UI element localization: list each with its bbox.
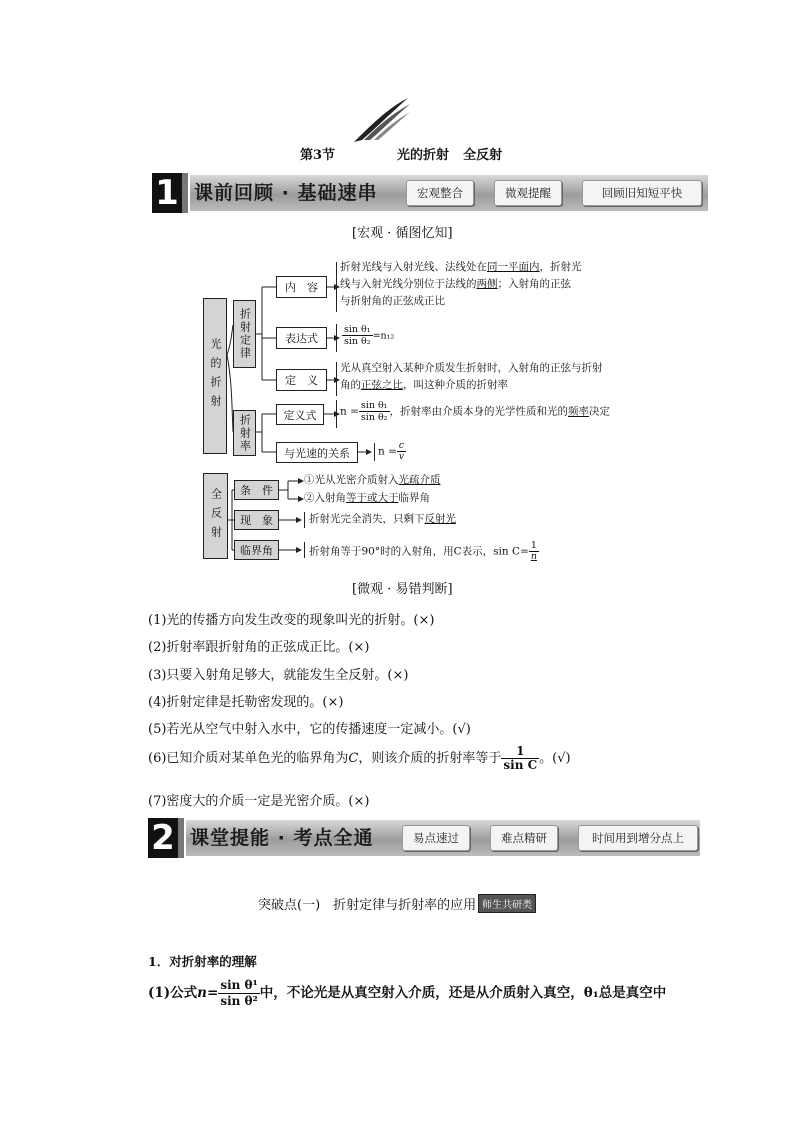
section2-heading: 课堂提能 · 考点全通 [190,827,374,849]
condition2-tail: 临界角 [398,492,430,504]
breakthrough-title-row [258,894,536,913]
judgement-5: (5)若光从空气中射入水中，它的传播速度一定减小。(√) [148,722,471,737]
formula-tail-end: 决定 [589,405,610,418]
tab-macro-integration[interactable]: 宏观整合 [406,180,474,206]
tab-micro-reminder[interactable]: 微观提醒 [494,180,562,206]
expression-denominator: sin θ₂ [344,336,371,347]
text-phenomenon [309,511,456,528]
point1-prefix: (1)公式 [148,985,198,1001]
point1-n: n [197,985,207,1001]
bracket-expression [336,324,340,352]
node-condition: 条 件 [234,480,279,500]
phenomenon-key: 反射光 [424,513,456,525]
node-content: 内 容 [276,276,327,298]
text-content [340,259,620,310]
judgement-7: (7)密度大的介质一定是光密介质。(×) [148,794,370,809]
text-condition1 [304,472,441,489]
node-critical-angle: 临界角 [234,540,279,560]
content-line1: 折射光线与入射光线、法线处在 [340,261,487,273]
condition2-key: 等于或大于 [346,492,399,504]
content-line2-key: 两侧 [476,278,498,290]
speed-n: n = [378,445,397,458]
point1-denominator: sin θ² [220,994,258,1008]
caption-macro: [宏观 · 循图忆知] [352,226,453,241]
judgement6-denominator: sin C [503,758,538,772]
node-expression: 表达式 [276,327,327,349]
content-line1-key: 同一平面内 [487,261,540,273]
condition2: ②入射角 [304,492,346,504]
bracket-critical [304,542,308,558]
bracket-phenomenon [304,512,308,528]
section1-number: 1 [152,173,182,213]
text-speed-relation [378,441,406,462]
formula-tail: ，折射率由介质本身的光学性质和光的 [389,405,568,418]
section2-number: 2 [148,818,178,858]
text-definition-formula [340,400,610,423]
section2-banner [148,818,700,858]
branch-refraction-law: 折射定律 [233,300,256,368]
judgement6-text: (6)已知介质对某单色光的临界角为 [148,751,349,766]
expression-numerator: sin θ₁ [344,324,371,335]
judgement6-var: C [348,751,359,766]
definition-line2: 角的 [340,379,361,391]
critical-numerator: 1 [529,541,539,552]
content-line2: 线与入射光线分别位于法线的 [340,278,477,290]
root-total-reflection: 全反射 [203,473,228,559]
speed-denominator: v [398,452,404,462]
judgement6-tail: 。(√) [539,751,571,766]
title-total-reflection: 全反射 [463,148,503,163]
definition-key: 正弦之比 [361,379,403,391]
point1-eq: = [207,985,219,1001]
judgement-1: (1)光的传播方向发生改变的现象叫光的折射。(×) [148,613,435,628]
point1-suffix: 中，不论光是从真空射入介质，还是从介质射入真空，θ₁总是真空中 [259,985,667,1001]
condition1-key: 光疏介质 [398,474,441,486]
definition-line2-tail: ，叫这种介质的折射率 [403,379,508,391]
node-speed-relation: 与光速的关系 [276,442,358,463]
text-expression [342,324,394,347]
tab-score-points[interactable]: 时间用到增分点上 [578,825,698,851]
point1-heading: 1．对折射率的理解 [148,954,257,969]
formula-key: 频率 [568,405,589,418]
content-line1-tail: ，折射光 [539,261,582,273]
node-definition: 定 义 [276,369,327,391]
title-refraction: 光的折射 [397,148,450,163]
expression-equals: =n₁₂ [372,330,395,342]
critical-text: 折射角等于90°时的入射角，用C表示，sin C= [309,545,529,558]
root-refraction: 光的折射 [203,298,227,454]
tab-review-old-knowledge[interactable]: 回顾旧知短平快 [582,180,702,206]
speed-numerator: c [397,441,406,452]
caption-micro: [微观 · 易错判断] [352,582,453,597]
tab-hard-points[interactable]: 难点精研 [490,825,558,851]
point1-body [148,978,666,1009]
judgement6-numerator: 1 [501,745,539,759]
judgement-4: (4)折射定律是托勒密发现的。(×) [148,695,344,710]
text-definition [340,360,630,394]
critical-denominator: n [530,551,537,562]
node-definition-formula: 定义式 [276,404,324,425]
formula-denominator: sin θ₂ [360,412,388,423]
formula-numerator: sin θ₁ [360,400,388,411]
content-line2-tail: ；入射角的正弦 [497,278,571,290]
condition1: ①光从光密介质射入 [304,474,399,486]
node-phenomenon: 现 象 [234,510,279,530]
branch-refractive-index: 折射率 [233,410,256,456]
judgement6-middle: ，则该介质的折射率等于 [358,751,502,766]
tab-easy-points[interactable]: 易点速过 [402,825,470,851]
section1-heading: 课前回顾 · 基础速串 [194,182,378,204]
text-critical [309,541,539,562]
content-line3: 与折射角的正弦成正比 [340,295,445,307]
judgement-6 [148,745,571,772]
breakthrough-title: 突破点(一) 折射定律与折射率的应用 [258,898,477,913]
phenomenon-text: 折射光完全消失，只剩下 [309,513,425,525]
judgement-3: (3)只要入射角足够大，就能发生全反射。(×) [148,668,409,683]
point1-numerator: sin θ¹ [220,978,258,992]
section-number: 第3节 [300,148,336,163]
text-condition2 [304,490,430,507]
formula-n: n = [340,405,359,418]
breakthrough-badge: 师生共研类 [478,894,536,913]
judgement-2: (2)折射率跟折射角的正弦成正比。(×) [148,640,370,655]
definition-line1: 光从真空射入某种介质发生折射时，入射角的正弦与折射 [340,362,603,374]
